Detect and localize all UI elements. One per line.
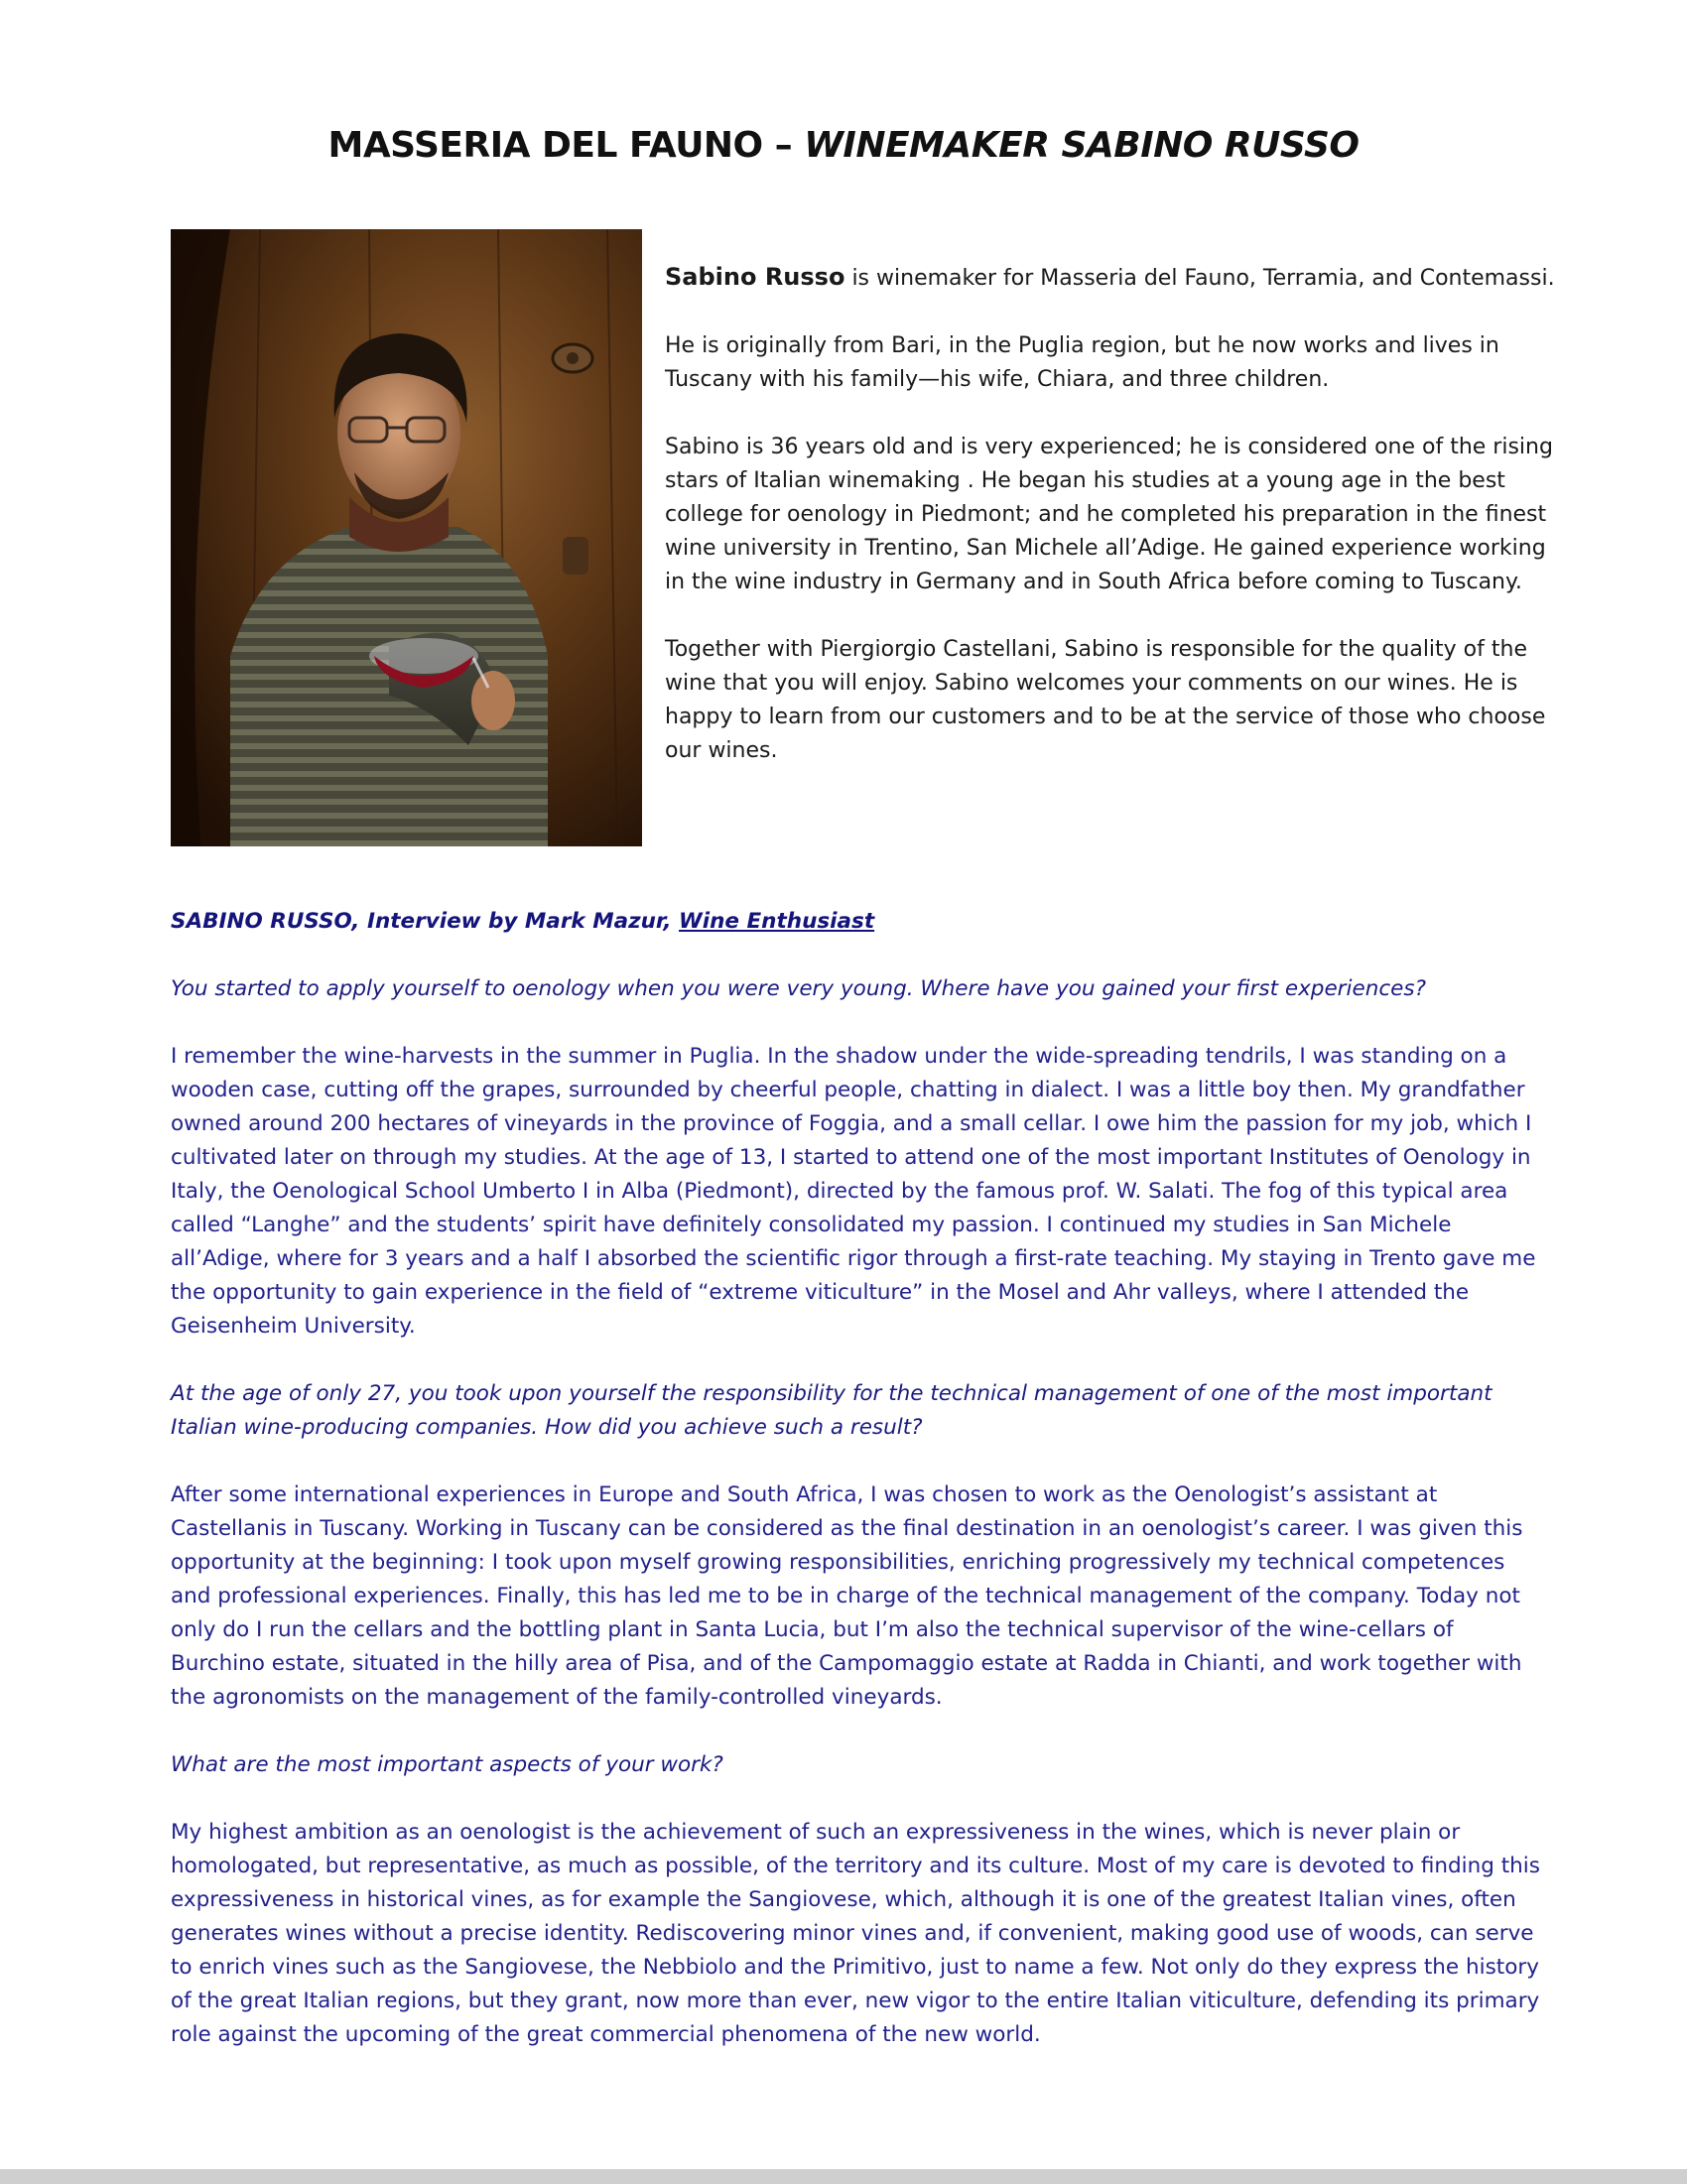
title-main: MASSERIA DEL FAUNO – (327, 125, 805, 166)
page-bottom-border (0, 2169, 1687, 2184)
title-winemaker: WINEMAKER SABINO RUSSO (804, 125, 1360, 166)
interview-question-3: What are the most important aspects of your work? (171, 1752, 723, 1777)
winemaker-portrait (171, 229, 642, 846)
interview-question-2: At the age of only 27, you took upon yourself the responsibility for the technical management of one of the most important Italian wine-producing companies. How did you achieve such a result? (171, 1381, 1492, 1440)
publication-link[interactable]: Wine Enthusiast (679, 909, 875, 934)
bio-name: Sabino Russo (665, 263, 845, 291)
bio-paragraph-2: He is originally from Bari, in the Puglia region, but he now works and lives in Tuscany with his family—his wife, Chiara, and three children. (665, 333, 1499, 392)
bio-paragraph-4: Together with Piergiorgio Castellani, Sabino is responsible for the quality of the wine that you will enjoy. Sabino welcomes your comments on our wines. He is happy to learn from our customers and to be at the service of those who choose our wines. (665, 637, 1546, 763)
interview-question-1: You started to apply yourself to oenology when you were very young. Where have you gained your first experiences? (171, 976, 1426, 1001)
interview-answer-2: After some international experiences in Europe and South Africa, I was chosen to work as the Oenologist’s assistant at Castellanis in Tuscany. Working in Tuscany can be considered as the final destination in an oenologist’s career. I was given this opportunity at the beginning: I took upon myself growing responsibilities, enriching progressively my technical competences and professional experiences. Finally, this has led me to be in charge of the technical management of the company. Today not only do I run the cellars and the bottling plant in Santa Lucia, but I’m also the technical supervisor of the wine-cellars of Burchino estate, situated in the hilly area of Pisa, and of the Campomaggio estate at Radda in Chianti, and work together with the agronomists on the management of the family-controlled vineyards. (171, 1482, 1523, 1710)
bio-paragraph-3: Sabino is 36 years old and is very experienced; he is considered one of the rising stars of Italian winemaking . He began his studies at a young age in the best college for oenology in Piedmont; and he completed his preparation in the finest wine university in Trentino, San Michele all’Adige. He gained experience working in the wine industry in Germany and in South Africa before coming to Tuscany. (665, 435, 1553, 594)
bio-section (665, 260, 1558, 802)
interview-answer-1: I remember the wine-harvests in the summer in Puglia. In the shadow under the wide-spreading tendrils, I was standing on a wooden case, cutting off the grapes, surrounded by cheerful people, chatting in dialect. I was a little boy then. My grandfather owned around 200 hectares of vineyards in the province of Foggia, and a small cellar. I owe him the passion for my job, which I cultivated later on through my studies. At the age of 13, I started to attend one of the most important Institutes of Oenology in Italy, the Oenological School Umberto I in Alba (Piedmont), directed by the famous prof. W. Salati. The fog of this typical area called “Langhe” and the students’ spirit have definitely consolidated my passion. I continued my studies in San Michele all’Adige, where for 3 years and a half I absorbed the scientific rigor through a first-rate teaching. My staying in Trento gave me the opportunity to gain experience in the field of “extreme viticulture” in the Mosel and Ahr valleys, where I attended the Geisenheim University. (171, 1044, 1536, 1339)
bio-p1-text: is winemaker for Masseria del Fauno, Terramia, and Contemassi. (844, 266, 1555, 291)
interview-byline (171, 905, 1550, 939)
interview-answer-3: My highest ambition as an oenologist is the achievement of such an expressiveness in the wines, which is never plain or homologated, but representative, as much as possible, of the territory and its culture. Most of my care is devoted to finding this expressiveness in historical vines, as for example the Sangiovese, which, although it is one of the greatest Italian vines, often generates wines without a precise identity. Rediscovering minor vines and, if convenient, making good use of woods, can serve to enrich vines such as the Sangiovese, the Nebbiolo and the Primitivo, just to name a few. Not only do they express the history of the great Italian regions, but they grant, now more than ever, new vigor to the entire Italian viticulture, defending its primary role against the upcoming of the great commercial phenomena of the new world. (171, 1820, 1540, 2047)
page-title (0, 125, 1687, 166)
byline-text: SABINO RUSSO, Interview by Mark Mazur, (171, 909, 680, 934)
interview-section (171, 905, 1550, 2086)
bio-paragraph-1 (665, 260, 1558, 296)
